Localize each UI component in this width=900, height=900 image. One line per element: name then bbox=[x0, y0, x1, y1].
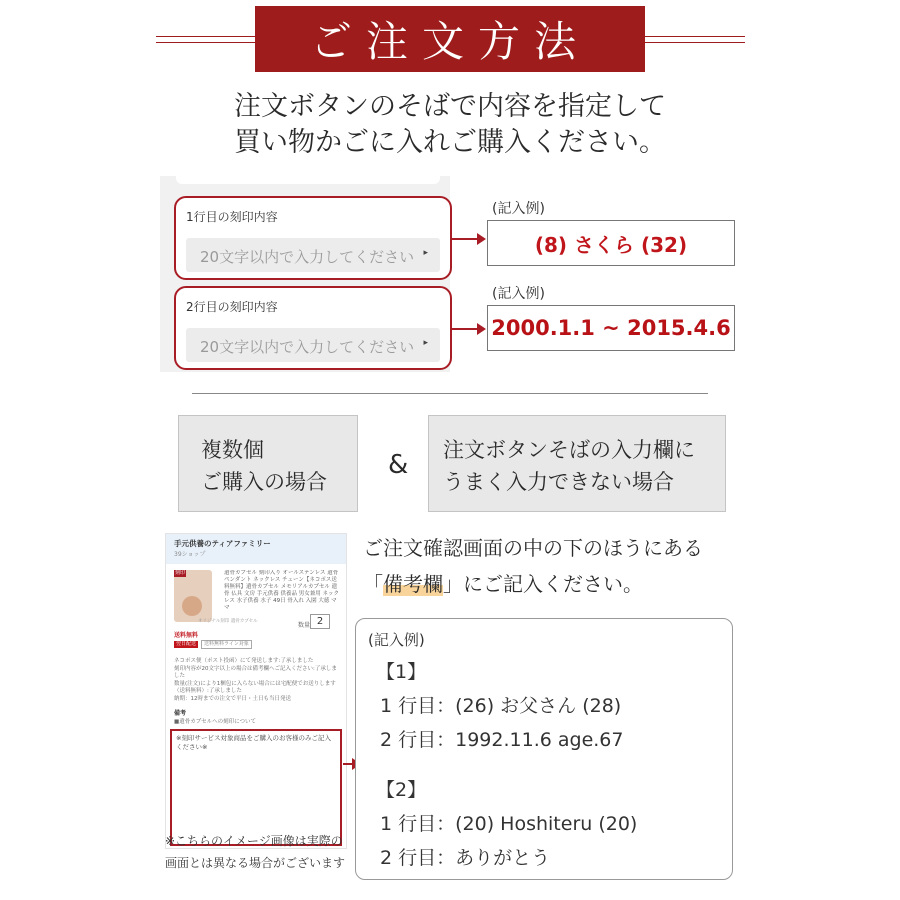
order-note: 数量(注文)により1梱包に入らない場合には宅配便でお送りします（送料無料）:了承しました bbox=[174, 680, 336, 695]
page-title: ご注文方法 bbox=[255, 6, 645, 72]
group-1-header: 【1】 bbox=[376, 661, 427, 683]
product-title: 遺骨カプセル 刻印入り オールステンレス 遺骨ペンダント ネックレス チェーン【ネコポス送料無料】遺骨カプセル メモリアルカプセル 遺骨 仏具 文房 手元供養 供養品 男女兼用 ネックレス 水子供養 水子 49日 骨入れ 入園 大徳 ママ bbox=[224, 570, 339, 611]
group-2-line-2: 2 行目：ありがとう bbox=[380, 847, 551, 869]
field-2-placeholder: 20文字以内で入力してください bbox=[200, 338, 415, 356]
instructions-line-2-tail: 」にご記入ください。 bbox=[443, 572, 643, 596]
instructions-line-2 bbox=[363, 566, 703, 602]
order-notes bbox=[174, 658, 342, 704]
example-panel-label: (記入例) bbox=[368, 631, 425, 649]
example-1-text: (8) さくら (32) bbox=[534, 232, 688, 257]
engraving-field-1 bbox=[174, 196, 452, 280]
instructions-line-1: ご注文確認画面の中の下のほうにある bbox=[363, 536, 703, 560]
memo-instructions bbox=[363, 530, 703, 602]
badge-free-line: 送料無料ライン対象 bbox=[201, 640, 252, 649]
example-box-1 bbox=[487, 220, 735, 266]
form-top-card bbox=[176, 176, 440, 184]
example-label-2: (記入例) bbox=[492, 286, 545, 302]
memo-textarea bbox=[170, 729, 342, 846]
connector-line-1 bbox=[452, 238, 478, 240]
group-1-line-1: 1 行目：(26) お父さん (28) bbox=[380, 695, 622, 717]
shop-sub: 39ショップ bbox=[174, 551, 206, 558]
connector-line-2 bbox=[452, 328, 478, 330]
arrow-right-icon bbox=[477, 233, 486, 245]
engraving-field-2 bbox=[174, 286, 452, 370]
order-note: ネコポス便（ポスト投函）にて発送します:了承しました bbox=[174, 658, 314, 664]
group-2-line-1: 1 行目：(20) Hoshiteru (20) bbox=[380, 813, 638, 835]
engraving-line-1-select[interactable] bbox=[186, 238, 440, 272]
caret-right-icon: ▸ bbox=[423, 338, 428, 348]
example-label-1: (記入例) bbox=[492, 201, 545, 217]
caret-right-icon: ▸ bbox=[423, 248, 428, 258]
memo-label: 備考 bbox=[174, 710, 187, 717]
image-caption bbox=[165, 830, 355, 874]
shop-name: 手元供養のティアファミリー bbox=[174, 539, 271, 548]
case-multiple-items bbox=[178, 415, 358, 512]
engraving-line-2-select[interactable] bbox=[186, 328, 440, 362]
bracket-open: 「 bbox=[363, 572, 383, 596]
case-left-line-1: 複数個 bbox=[201, 438, 264, 462]
title-rule-right bbox=[645, 36, 745, 37]
memo-text: ※刻印サービス対象商品をご購入のお客様のみご記入ください※ bbox=[176, 734, 331, 751]
title-rule-left bbox=[156, 36, 256, 37]
quantity-field: 2 bbox=[310, 614, 330, 629]
field-1-label: 1行目の刻印内容 bbox=[186, 210, 278, 224]
case-input-failure bbox=[428, 415, 726, 512]
badge-next-day: 翌日配送 bbox=[176, 641, 197, 647]
ring-shape bbox=[182, 596, 202, 616]
title-rule-right-2 bbox=[645, 42, 745, 43]
group-2-header: 【2】 bbox=[376, 779, 427, 801]
caption-line-2: 画面とは異なる場合がございます bbox=[165, 856, 346, 870]
example-panel bbox=[355, 618, 733, 880]
case-right-line-1: 注文ボタンそばの入力欄に bbox=[443, 438, 695, 462]
intro-line-2: 買い物かごに入れご購入ください。 bbox=[234, 127, 666, 158]
field-2-label: 2行目の刻印内容 bbox=[186, 300, 278, 314]
section-divider bbox=[192, 393, 708, 394]
product-image bbox=[174, 570, 212, 622]
shop-header bbox=[166, 534, 346, 564]
order-note: 納期：12時までの注文で平日・土日も当日発送 bbox=[174, 695, 292, 702]
case-right-line-2: うまく入力できない場合 bbox=[443, 470, 674, 494]
shipping-free-label: 送料無料 bbox=[174, 632, 199, 639]
order-note: 刻印内容が20文字以上の場合は備考欄へご記入ください:了承しました bbox=[174, 665, 337, 680]
memo-note: ■遺骨カプセルへの刻印について bbox=[174, 719, 257, 725]
arrow-right-icon bbox=[477, 323, 486, 335]
ampersand: & bbox=[388, 450, 409, 480]
memo-field-highlight: 備考欄 bbox=[383, 572, 443, 596]
product-tag: 刻印 bbox=[174, 570, 185, 576]
title-rule-left-2 bbox=[156, 42, 256, 43]
group-1-line-2: 2 行目：1992.11.6 age.67 bbox=[380, 729, 624, 751]
intro-line-1: 注文ボタンのそばで内容を指定して bbox=[234, 91, 666, 122]
cart-screenshot bbox=[165, 533, 347, 849]
case-left-line-2: ご購入の場合 bbox=[201, 470, 327, 494]
product-tiny-caption: オリジナル刻印 遺骨カプセル bbox=[198, 619, 258, 624]
quantity-label: 数量 bbox=[298, 622, 311, 629]
caption-line-1: ※こちらのイメージ画像は実際の bbox=[165, 834, 343, 848]
example-2-text: 2000.1.1 ~ 2015.4.6 bbox=[491, 316, 731, 340]
field-1-placeholder: 20文字以内で入力してください bbox=[200, 248, 415, 266]
example-box-2 bbox=[487, 305, 735, 351]
shipping-badges bbox=[174, 640, 252, 649]
